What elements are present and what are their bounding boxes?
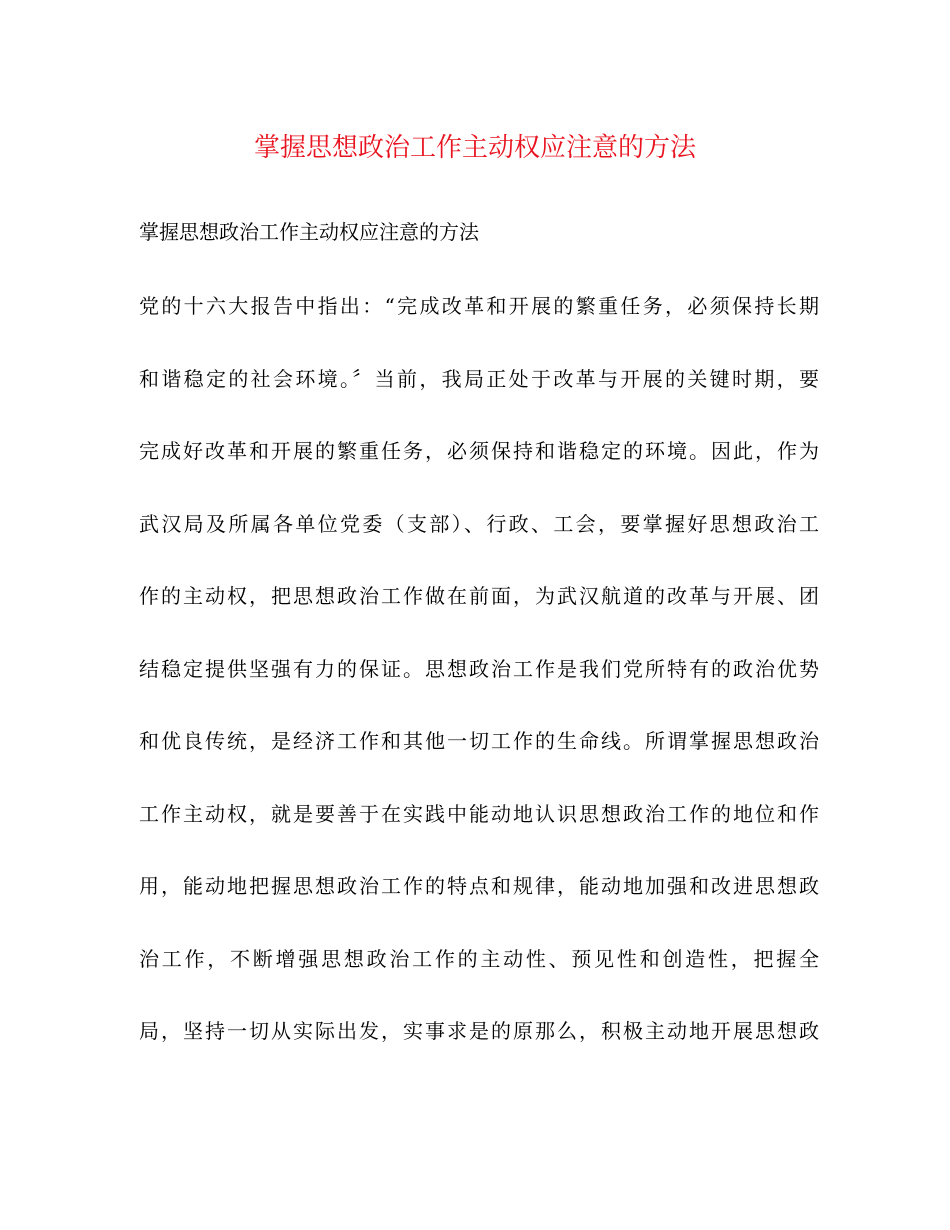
- body-line: 完成好改革和开展的繁重任务，必须保持和谐稳定的环境。因此，作为: [139, 439, 819, 463]
- body-line: 用，能动地把握思想政治工作的特点和规律，能动地加强和改进思想政: [139, 874, 819, 898]
- body-line: 工作主动权，就是要善于在实践中能动地认识思想政治工作的地位和作: [139, 802, 819, 826]
- document-title: 掌握思想政治工作主动权应注意的方法: [253, 133, 696, 163]
- body-line: 局，坚持一切从实际出发，实事求是的原那么，积极主动地开展思想政: [139, 1019, 819, 1043]
- body-line: 和谐稳定的社会环境。〞当前，我局正处于改革与开展的关键时期，要: [139, 367, 819, 391]
- body-line: 结稳定提供坚强有力的保证。思想政治工作是我们党所特有的政治优势: [139, 657, 819, 681]
- body-line: 党的十六大报告中指出：“完成改革和开展的繁重任务，必须保持长期: [139, 294, 819, 318]
- document-subtitle: 掌握思想政治工作主动权应注意的方法: [139, 220, 479, 244]
- body-line: 作的主动权，把思想政治工作做在前面，为武汉航道的改革与开展、团: [139, 584, 819, 608]
- body-line: 治工作，不断增强思想政治工作的主动性、预见性和创造性，把握全: [139, 947, 819, 971]
- body-line: 和优良传统，是经济工作和其他一切工作的生命线。所谓掌握思想政治: [139, 729, 819, 753]
- body-line: 武汉局及所属各单位党委（支部）、行政、工会，要掌握好思想政治工: [139, 512, 819, 536]
